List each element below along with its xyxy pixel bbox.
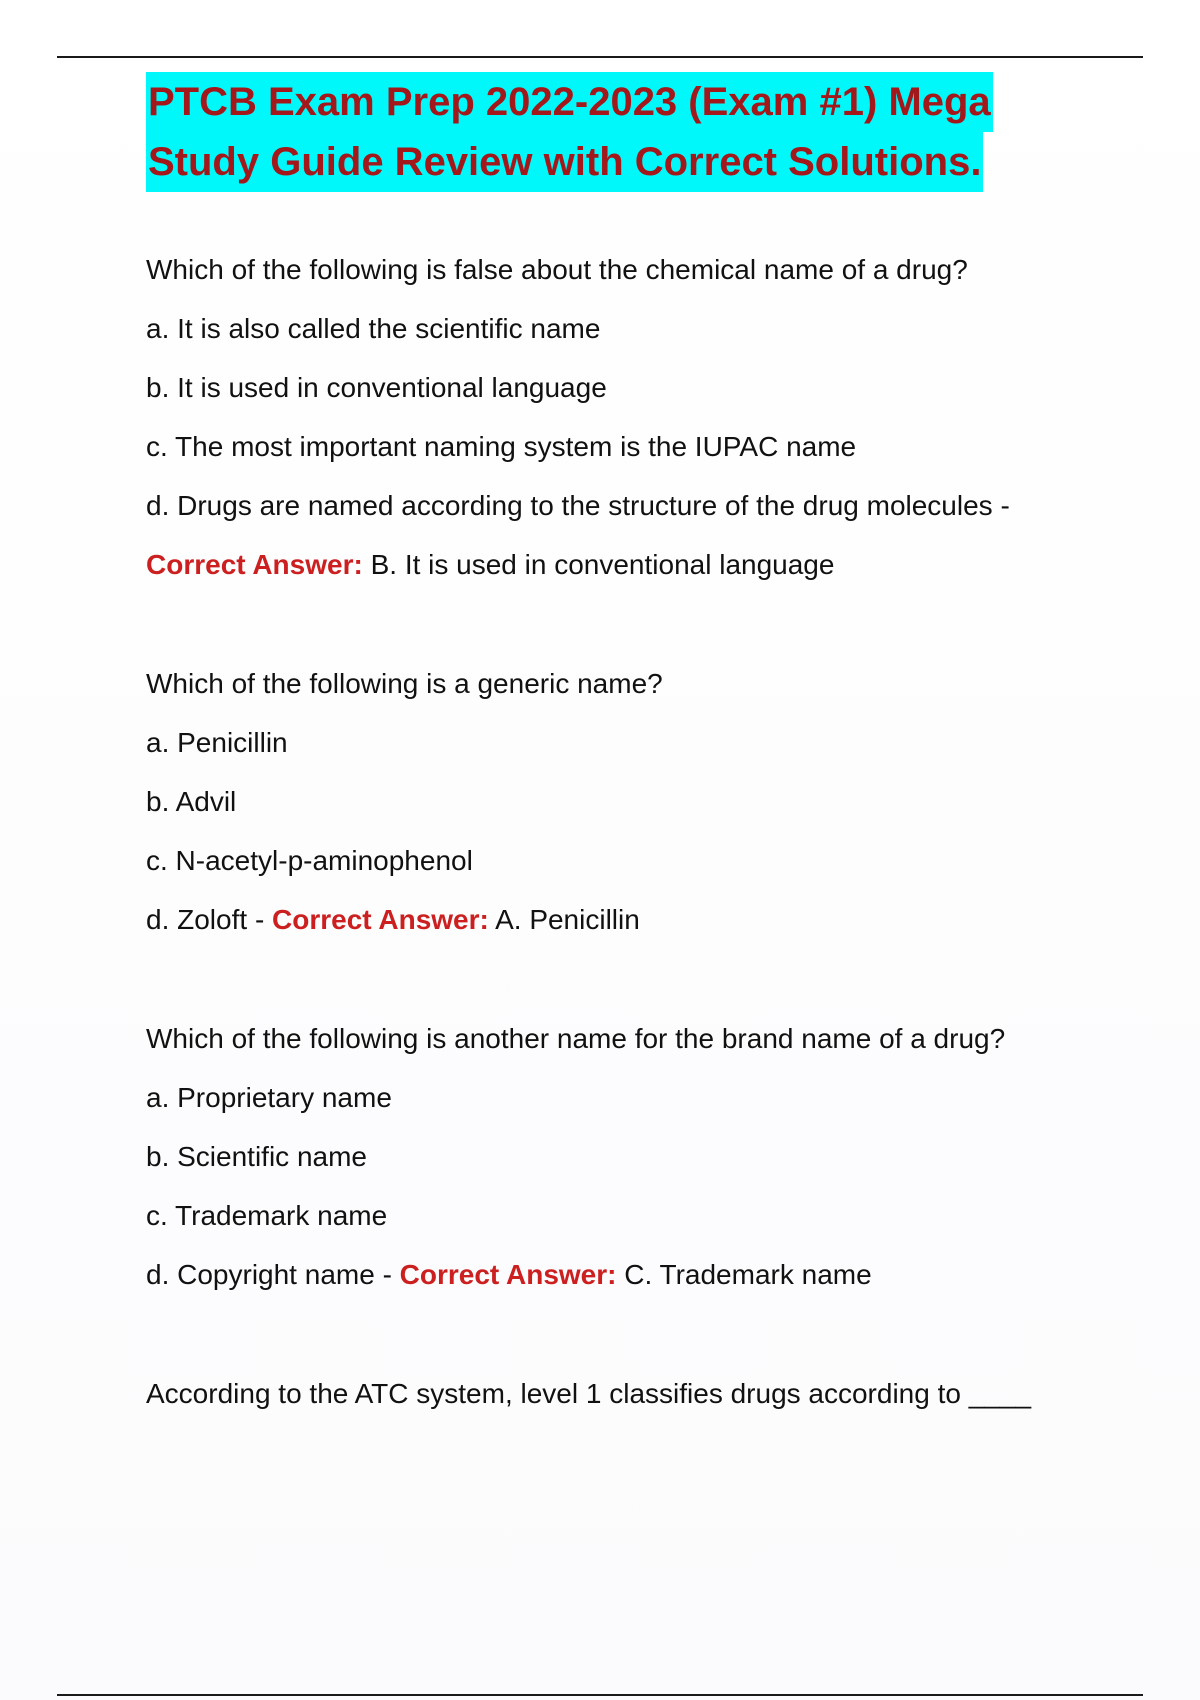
option-c: c. Trademark name <box>146 1200 388 1231</box>
answer-line <box>146 535 1096 594</box>
correct-answer-label: Correct Answer: <box>146 549 363 580</box>
bottom-divider <box>57 1694 1143 1696</box>
question-block-1 <box>146 240 1096 594</box>
option-d: d. Zoloft - <box>146 904 265 935</box>
option-d: d. Drugs are named according to the structure of the drug molecules - <box>146 490 1010 521</box>
top-divider <box>57 56 1143 58</box>
option-c: c. The most important naming system is the IUPAC name <box>146 431 857 462</box>
correct-answer-label: Correct Answer: <box>399 1259 617 1290</box>
answer-text: A. Penicillin <box>495 904 640 935</box>
question-text: Which of the following is another name for the brand name of a drug? <box>146 1023 1006 1054</box>
question-text: According to the ATC system, level 1 classifies drugs according to ____ <box>146 1378 1032 1409</box>
answer-text: B. It is used in conventional language <box>370 549 835 580</box>
question-block-3 <box>146 1009 1096 1304</box>
option-d-with-answer <box>146 1245 1096 1304</box>
title-line-1: PTCB Exam Prep 2022-2023 (Exam #1) Mega <box>146 72 993 132</box>
option-a: a. It is also called the scientific name <box>146 313 601 344</box>
option-b: b. It is used in conventional language <box>146 372 607 403</box>
option-a: a. Proprietary name <box>146 1082 392 1113</box>
question-block-2 <box>146 654 1096 949</box>
question-text: Which of the following is a generic name? <box>146 668 663 699</box>
title-line-2: Study Guide Review with Correct Solutions. <box>146 132 983 192</box>
option-c: c. N-acetyl-p-aminophenol <box>146 845 473 876</box>
answer-text: C. Trademark name <box>624 1259 872 1290</box>
option-b: b. Scientific name <box>146 1141 367 1172</box>
question-list <box>146 240 1096 1483</box>
option-a: a. Penicillin <box>146 727 288 758</box>
question-block-4 <box>146 1364 1096 1423</box>
option-d-with-answer <box>146 890 1096 949</box>
question-text: Which of the following is false about the chemical name of a drug? <box>146 254 968 285</box>
document-title <box>146 72 1026 192</box>
option-b: b. Advil <box>146 786 237 817</box>
option-d: d. Copyright name - <box>146 1259 392 1290</box>
correct-answer-label: Correct Answer: <box>272 904 489 935</box>
